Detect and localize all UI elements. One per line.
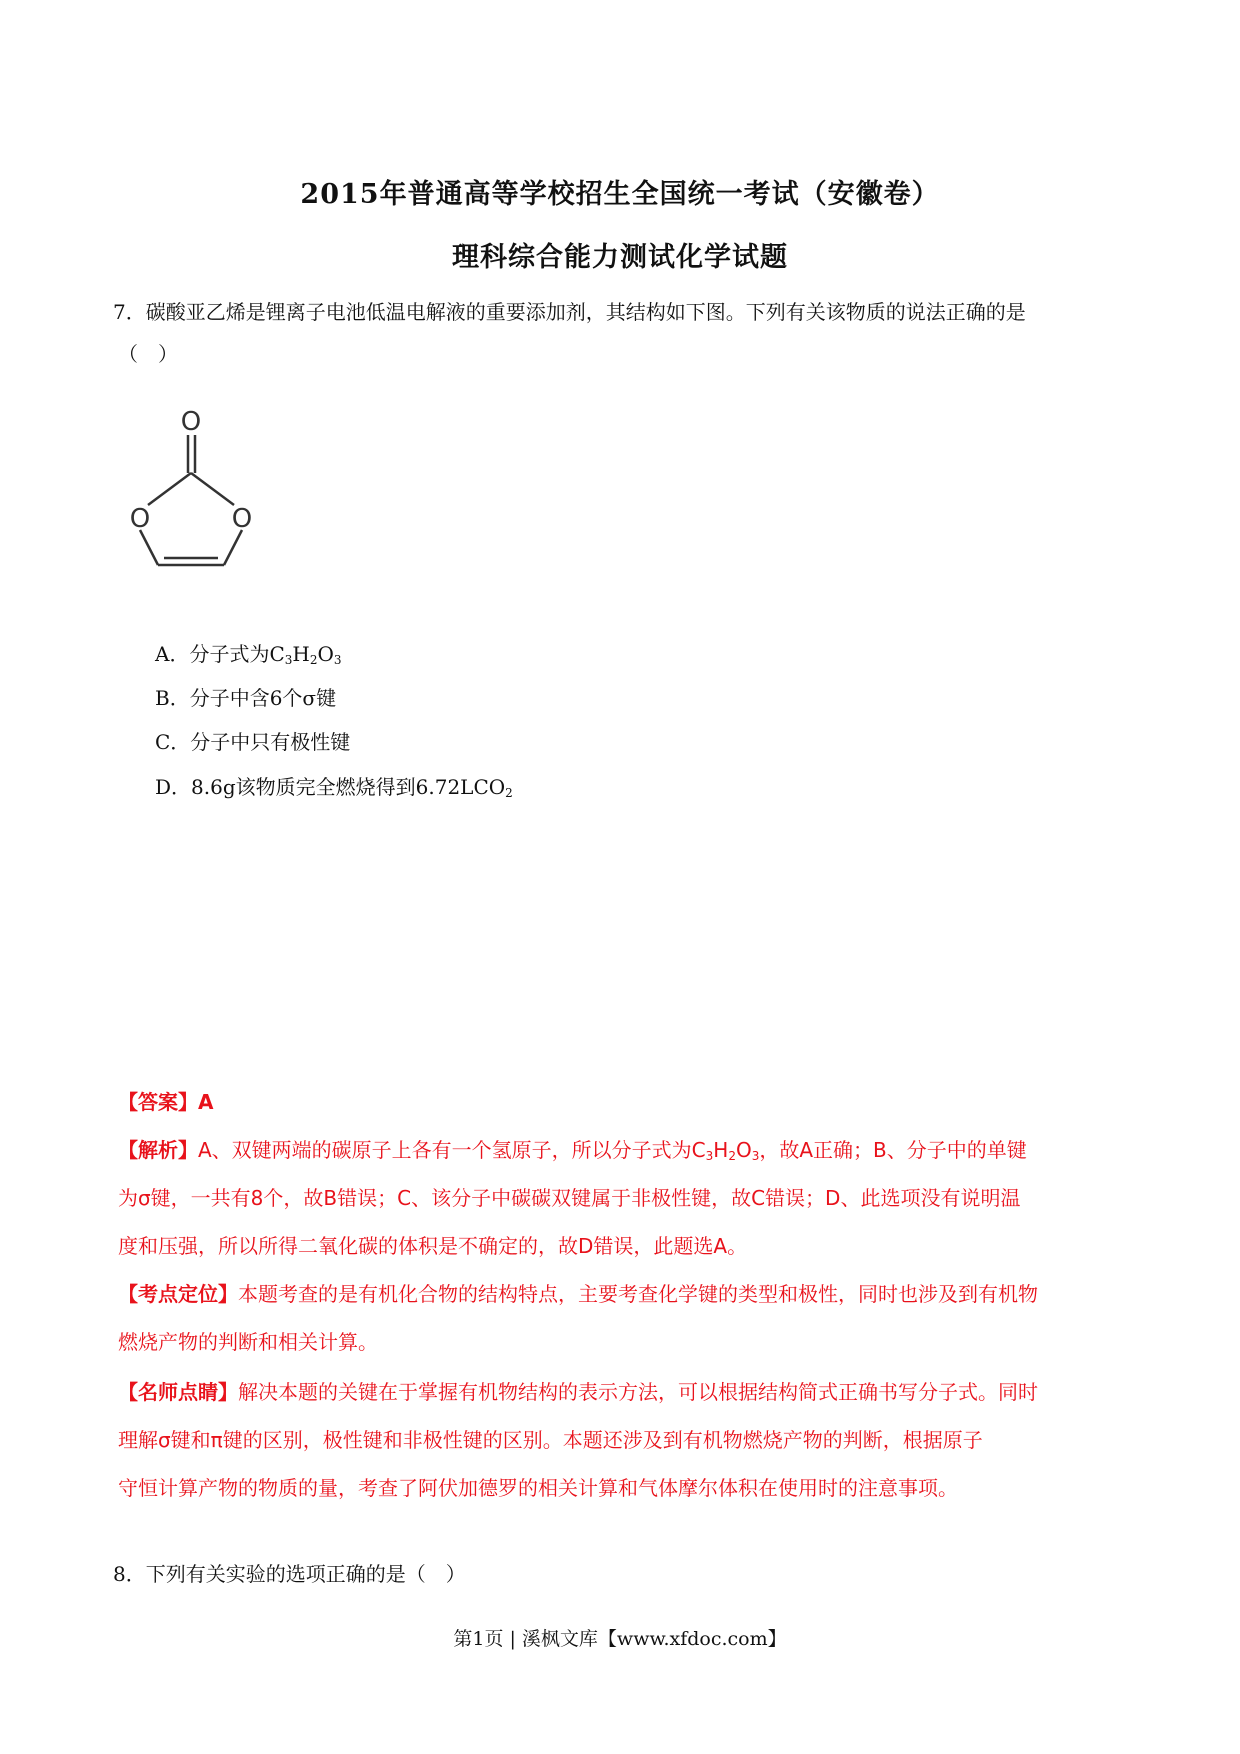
analysis-line-2: 为σ键，一共有8个，故B错误；C、该分子中碳碳双键属于非极性键，故C错误；D、此选项没有说明温 [118, 1186, 1021, 1210]
option-b: B．分子中含6个σ键 [155, 686, 337, 710]
question-8-stem: 8．下列有关实验的选项正确的是（ ） [113, 1562, 466, 1586]
document-subtitle: 理科综合能力测试化学试题 [452, 242, 788, 273]
analysis-line-1: 【解析】A、双键两端的碳原子上各有一个氢原子，所以分子式为$C_3H_2O_3$，故A正确；B、分子中的单键 [118, 1138, 1027, 1163]
analysis-line-3: 度和压强，所以所得二氧化碳的体积是不确定的，故D错误，此题选A。 [118, 1234, 748, 1258]
analysis-formula-h: H [713, 1138, 729, 1162]
ring-oxygen-right-label: O [231, 504, 253, 534]
document-title: 2015年普通高等学校招生全国统一考试（安徽卷） [300, 179, 940, 210]
analysis-formula-o: O [735, 1138, 752, 1162]
carbonyl-oxygen-label: O [180, 407, 202, 437]
key-point-line-2: 燃烧产物的判断和相关计算。 [118, 1330, 378, 1354]
teacher-tip-line-2: 理解σ键和π键的区别，极性键和非极性键的区别。本题还涉及到有机物燃烧产物的判断，根据原子 [118, 1428, 983, 1452]
teacher-tip-line-1: 【名师点睛】解决本题的关键在于掌握有机物结构的表示方法，可以根据结构简式正确书写分子式。同时 [118, 1380, 1038, 1404]
teacher-tip-line-3: 守恒计算产物的物质的量，考查了阿伏加德罗的相关计算和气体摩尔体积在使用时的注意事项。 [118, 1476, 958, 1500]
vinylene-carbonate-structure [118, 395, 278, 575]
analysis-formula-sub-2: 2 [728, 1149, 736, 1163]
answer-line: 【答案】A [118, 1090, 214, 1114]
analysis-formula-sub-3b: 3 [751, 1149, 760, 1163]
option-d: D．8.6g该物质完全燃烧得到$6.72LCO_2$ [155, 775, 513, 800]
option-c: C．分子中只有极性键 [155, 730, 351, 754]
question-7-stem: 7．碳酸亚乙烯是锂离子电池低温电解液的重要添加剂，其结构如下图。下列有关该物质的说法正确的是 [113, 300, 1026, 324]
analysis-formula-sub-3: 3 [705, 1149, 714, 1163]
key-point-line-1: 【考点定位】本题考查的是有机化合物的结构特点，主要考查化学键的类型和极性，同时也涉及到有机物 [118, 1282, 1038, 1306]
option-a: A．分子式为$C_3H_2O_3$ [155, 642, 342, 667]
question-7-blank: （ ） [118, 342, 178, 366]
ring-oxygen-left-label: O [129, 504, 151, 534]
page-footer: 第1页 | 溪枫文库【www.xfdoc.com】 [453, 1628, 787, 1650]
